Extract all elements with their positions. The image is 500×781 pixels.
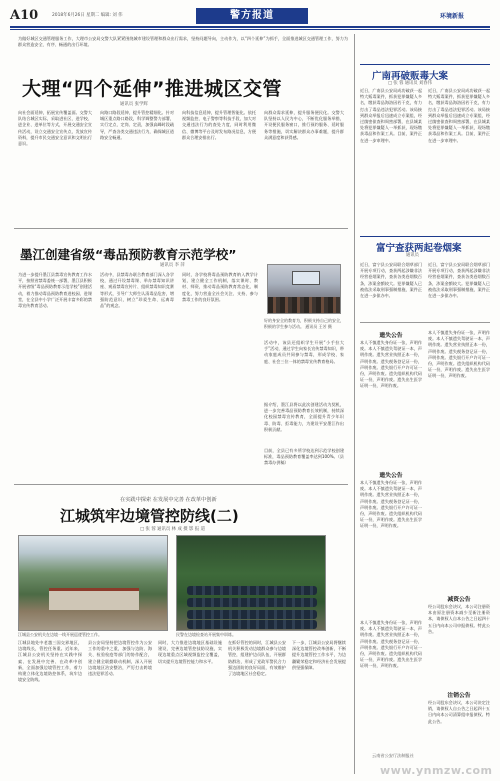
police-row-3 <box>187 610 317 619</box>
main-story-col-2: 向路口路段延伸，提升管控精细化。针对城区重点路口路段，科学调整警力部署，实行定点、定岗、定责，加强高峰时段疏导，严查各类交通违法行为，确保城区道路安全畅通。 <box>100 110 174 140</box>
header-rule <box>10 26 490 28</box>
notice-body-cancel: 经公司股东会决议，本公司决定注销，请债权人自公告之日起四十五日内向本公司清算组申报债权。特此公告。 <box>428 700 490 724</box>
funing-col-2: 近日，富宁县公安局联合烟草部门开展专项行动，查获两起涉嫌非法经营卷烟案件，查获各类卷烟数百条，涉案金额较大。犯罪嫌疑人已被依法采取刑事强制措施，案件正在进一步侦办中。 <box>428 262 490 299</box>
training-photo-caption: 民警在边境检查站开展集中训练。 <box>176 632 236 637</box>
notice-title-lost-2: 遗失公告 <box>379 473 403 479</box>
guangnan-headline: 广南再破贩毒大案 <box>372 71 449 82</box>
page-number: A10 <box>10 8 39 23</box>
main-story-col-4: 向群众需求延伸，提升服务便民化。交警大队坚持以人民为中心，不断优化服务举措，开设便民服务窗口，推行预约服务、延时服务等措施，切实解决群众办事难题，提升群众满意度和获得感。 <box>264 110 344 140</box>
police-row-4 <box>187 620 317 629</box>
mojiang-col-4b: 据介绍，墨江县将以此次创建活动为契机，进一步完善毒品预防教育长效机制，持续深化校园禁毒宣传教育，全面提升青少年识毒、防毒、拒毒能力，为建设平安墨江作出积极贡献。 <box>264 402 344 432</box>
jiangcheng-col-2: 县公安局坚持把边境管控作为公安工作的重中之重，加强与边防、海关、检验检疫等部门的协作配合，建立健全联勤联动机制，深入开展边境地区治安整治，严厉打击跨境违法犯罪活动。 <box>88 640 152 677</box>
border-post-photo <box>18 535 168 631</box>
main-story-lead: 为做好城区交通管理服务工作，大理市公安局交警大队紧紧围绕城市建设管理和群众出行需求，坚持问题导向，主动作为，以“四个延伸”为抓手，全面推进城区交通管理工作，努力为群众营造安全、有序、畅通的出行环境。 <box>18 36 348 48</box>
header-rule-thin <box>10 29 490 30</box>
jiangcheng-col-4: 在抓好管控的同时，江城县公安机关积极发动边境群众参与边境管控，组建护边员队伍，开展群防群治，形成了党政军警民合力强边固防的良好局面，有效维护了边境地区社会稳定。 <box>228 640 286 677</box>
notice-title-lost: 遗失公告 <box>379 333 403 339</box>
classroom-photo <box>267 264 341 314</box>
jiangcheng-headline: 江城筑牢边境管控防线(二) <box>60 507 239 525</box>
classroom-photo-caption: 好的身安全的教育为，积极支持自己的安全，积极的学生参与活动。 通讯员 王芳 摄 <box>264 318 344 329</box>
mojiang-col-4a: 活动中，该县还组织学生开展“小手拉大手”活动，通过学生向家长宣传禁毒知识，带动家庭成员共同参与禁毒，形成学校、家庭、社会三位一体的禁毒宣传教育格局。 <box>264 340 344 364</box>
right-rule-1 <box>360 64 490 65</box>
notice-body-lost-1: 本人不慎遗失身份证一张，声明作废。本人不慎遗失驾驶证一本，声明作废。遗失营业执照正本一份，声明作废。遗失税务登记证一份，声明作废。遗失银行开户许可证一份，声明作废。遗失组织机构代码证一份，声明作废。遗失出生医学证明一份，声明作废。 <box>360 340 422 389</box>
mojiang-headline: 墨江创建省级“毒品预防教育示范学校” <box>20 247 237 262</box>
mojiang-byline: 通讯员 李 萍 <box>160 263 185 268</box>
notice-body-lost-2: 本人不慎遗失身份证一张，声明作废。本人不慎遗失驾驶证一本，声明作废。遗失营业执照正本一份，声明作废。遗失税务登记证一份，声明作废。遗失银行开户许可证一份，声明作废。遗失组织机构代码证一份，声明作废。遗失出生医学证明一份，声明作废。 <box>360 480 422 529</box>
jiangcheng-byline: □ 张 蓉 通讯员 林 成 摄 影 报 道 <box>140 527 206 532</box>
notice-body-lost-3: 本人不慎遗失身份证一张，声明作废。本人不慎遗失驾驶证一本，声明作废。遗失营业执照正本一份，声明作废。遗失税务登记证一份，声明作废。遗失银行开户许可证一份，声明作废。遗失组织机构代码证一份，声明作废。遗失出生医学证明一份，声明作废。 <box>428 330 490 379</box>
divider-main <box>14 228 348 229</box>
border-building <box>49 588 139 610</box>
main-story-col-3: 向科技信息延伸，提升管理智能化。依托视频监控、电子警察等科技手段，加大对交通违法行为的查处力度，同时利用微信、微博等平台及时发布路况信息，方便群众合理安排出行。 <box>182 110 256 140</box>
section-tag: 环境新报 <box>440 13 465 20</box>
guangnan-col-1: 近日，广南县公安局成功破获一起特大贩毒案件，抓获犯罪嫌疑人多名，缴获毒品海洛因若干克，有力打击了毒品违法犯罪活动。该局接到群众举报后迅速成立专案组，经过缜密侦查和周密部署，在县城某处将犯罪嫌疑人一举抓获，现场缴获毒品和作案工具。目前，案件正在进一步审理中。 <box>360 88 422 143</box>
guangnan-col-2: 近日，广南县公安局成功破获一起特大贩毒案件，抓获犯罪嫌疑人多名，缴获毒品海洛因若干克，有力打击了毒品违法犯罪活动。该局接到群众举报后迅速成立专案组，经过缜密侦查和周密部署，在县城某处将犯罪嫌疑人一举抓获，现场缴获毒品和作案工具。目前，案件正在进一步审理中。 <box>428 88 490 143</box>
jiangcheng-col-3: 同时，大力推进边境地区基础设施建设，完善边境管控技防设施，实现边境重点区域视频监控全覆盖，切实提升边境管控能力和水平。 <box>158 640 222 664</box>
notice-body-lost-4: 本人不慎遗失身份证一张，声明作废。本人不慎遗失驾驶证一本，声明作废。遗失营业执照正本一份，声明作废。遗失税务登记证一份，声明作废。遗失银行开户许可证一份，声明作废。遗失组织机构代码证一份，声明作废。遗失出生医学证明一份，声明作废。 <box>360 620 422 669</box>
mojiang-col-4c: 目前，全县已有多所学校达到示范学校创建标准，毒品预防教育覆盖率达到100%。（县禁毒办供稿） <box>264 448 344 466</box>
main-headline: 大理“四个延伸”推进城区交管 <box>22 78 282 100</box>
footer-note: 云南省公安厅法制报社 <box>372 753 414 758</box>
funing-byline: 通讯员 <box>406 253 419 258</box>
jiangcheng-kicker: 在实践中探索 在发展中完善 在改革中创新 <box>120 497 217 503</box>
notice-body-reduce: 经公司股东会决议，本公司注册资本由原注册资本减少至新注册资本，请债权人自本公告之日起四十五日内向本公司申报债权。特此公告。 <box>428 604 490 634</box>
mojiang-col-1: 为进一步提升墨江县禁毒宣传教育工作水平，按照省禁毒委统一部署，墨江县积极开展省级“毒品预防教育示范学校”创建活动，着力推动毒品预防教育进校园、进课堂，在全县中小学广泛开展丰富多彩的禁毒宣传教育活动。 <box>18 272 92 309</box>
police-row-1 <box>187 586 317 595</box>
main-story-col-1: 向社会面延伸，拓展宣传覆盖面。交警大队结合城区实际，采取进社区、进学校、进企业、进单位等方式，开展交通安全宣传活动，设立交通安全宣传点，发放宣传资料，提升市民交通安全意识和文明出行意识。 <box>18 110 92 147</box>
funing-col-1: 近日，富宁县公安局联合烟草部门开展专项行动，查获两起涉嫌非法经营卷烟案件，查获各类卷烟数百条，涉案金额较大。犯罪嫌疑人已被依法采取刑事强制措施，案件正在进一步侦办中。 <box>360 262 422 299</box>
guangnan-byline: □ 张 蓉 通讯员 刘春伟 <box>388 81 432 86</box>
funing-headline: 富宁查获两起卷烟案 <box>376 243 462 254</box>
jiangcheng-col-1: 江城县地处中老越三国交界地区，边境线长，管控任务重。近年来，江城县公安机关坚持在实践中探索、在发展中完善、在改革中创新，全面加强边境管控工作，着力构建立体化边境防控体系，筑牢边境安全防线。 <box>18 640 82 683</box>
mojiang-col-2: 活动中，县禁毒办联合教育部门深入各学校，通过开设禁毒课、举办禁毒知识讲座、观看禁毒宣传片、组织禁毒知识竞赛等形式，引导广大师生认清毒品危害，增强防范意识，树立“珍爱生命、远离毒品”的观念。 <box>100 272 174 309</box>
main-byline: 通讯员 张学辉 <box>120 102 148 107</box>
projector-screen <box>292 271 320 285</box>
mojiang-col-3: 同时，各学校将毒品预防教育纳入教学计划，建立健全工作机制，落实课时、教材、师资，推动毒品预防教育常态化、制度化，努力营造全社会关注、支持、参与禁毒工作的良好氛围。 <box>182 272 258 302</box>
notice-title-reduce: 减资公告 <box>447 597 471 603</box>
border-photo-caption: 江城县公安机关在边境一线开展巡逻管控工作。 <box>18 632 102 637</box>
date-line: 2018年6月26日 星期二 编辑: 刘 伟 <box>52 13 123 18</box>
right-rule-2 <box>360 236 490 237</box>
notice-title-cancel: 注销公告 <box>447 693 471 699</box>
divider-mojiang <box>14 484 348 485</box>
audience-crowd <box>268 297 341 314</box>
jiangcheng-col-5: 下一步，江城县公安局将继续深化边境管控改革创新，不断提升边境管控工作水平，为边疆繁荣稳定和经济社会发展提供坚强保障。 <box>292 640 346 670</box>
section-banner: 警方报道 <box>196 8 308 24</box>
police-training-photo <box>176 535 326 631</box>
column-divider <box>354 34 355 774</box>
site-watermark: www.ynmzw.com <box>380 764 493 777</box>
police-row-2 <box>187 598 317 607</box>
notices-rule <box>360 322 490 323</box>
